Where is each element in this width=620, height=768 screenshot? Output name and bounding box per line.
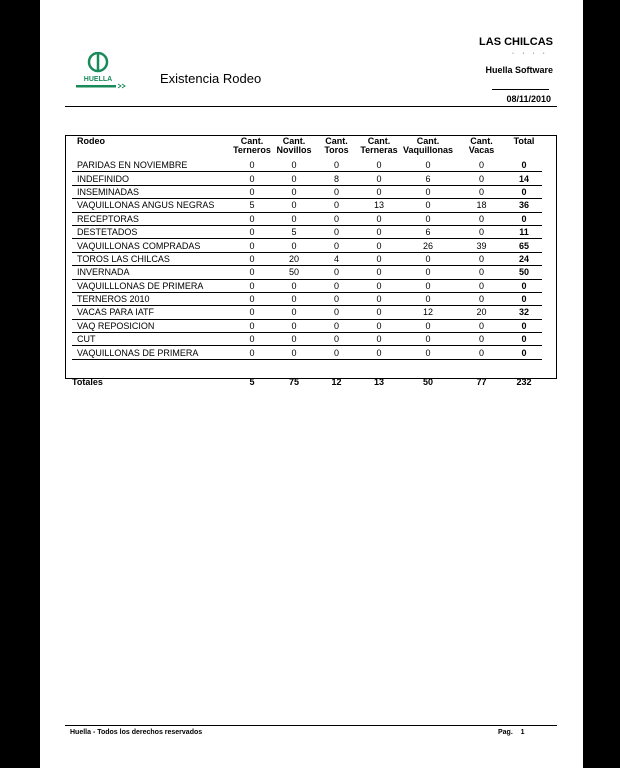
count-cell: 0 — [359, 212, 399, 225]
total-cell: 0 — [506, 292, 542, 305]
rodeo-name-cell: RECEPTORAS — [72, 212, 230, 225]
total-cell: 0 — [506, 212, 542, 225]
column-header — [457, 137, 506, 159]
count-cell: 0 — [230, 172, 274, 185]
count-cell: 0 — [457, 279, 506, 292]
count-cell: 0 — [399, 212, 457, 225]
table-row — [72, 346, 542, 359]
table-row — [72, 252, 542, 265]
total-cell: 0 — [506, 346, 542, 359]
table-row — [72, 225, 542, 238]
count-cell: 0 — [230, 185, 274, 198]
column-header-text: Rodeo — [77, 136, 105, 146]
count-cell: 0 — [314, 333, 359, 346]
count-cell: 0 — [274, 172, 314, 185]
count-cell: 0 — [274, 292, 314, 305]
header-divider — [65, 106, 557, 107]
total-cell: 0 — [506, 319, 542, 332]
total-cell: 0 — [506, 279, 542, 292]
huella-logo — [68, 52, 128, 92]
count-cell: 26 — [399, 239, 457, 252]
column-header-text: Terneras — [360, 145, 398, 155]
totals-cell: 13 — [373, 376, 384, 387]
rodeo-name-cell: INDEFINIDO — [72, 172, 230, 185]
count-cell: 0 — [274, 159, 314, 172]
count-cell: 0 — [230, 292, 274, 305]
column-header — [274, 137, 314, 159]
count-cell: 0 — [359, 266, 399, 279]
count-cell: 0 — [399, 346, 457, 359]
count-cell: 0 — [274, 319, 314, 332]
count-cell: 0 — [359, 252, 399, 265]
report-title: Existencia Rodeo — [160, 71, 262, 86]
table-row — [72, 239, 542, 252]
report-date: 08/11/2010 — [506, 94, 551, 104]
total-cell: 0 — [506, 333, 542, 346]
totals-cell: 50 — [422, 376, 433, 387]
count-cell: 0 — [457, 212, 506, 225]
count-cell: 0 — [274, 333, 314, 346]
count-cell: 0 — [230, 279, 274, 292]
column-header-text: Terneros — [233, 145, 271, 155]
count-cell: 0 — [314, 212, 359, 225]
rodeo-name-cell: DESTETADOS — [72, 225, 230, 238]
report-page — [40, 0, 583, 768]
table-row — [72, 212, 542, 225]
column-header — [314, 137, 359, 159]
count-cell: 20 — [274, 252, 314, 265]
count-cell: 0 — [399, 159, 457, 172]
column-header-text: Total — [513, 136, 535, 146]
count-cell: 8 — [314, 172, 359, 185]
column-header-text: Cant. — [416, 136, 440, 146]
totals-cell: 232 — [516, 376, 532, 387]
footer-divider — [65, 725, 557, 726]
rodeo-name-cell: CUT — [72, 333, 230, 346]
footer-copyright: Huella - Todos los derechos reservados — [70, 729, 203, 736]
column-header-text: Cant. — [240, 136, 264, 146]
count-cell: 0 — [314, 279, 359, 292]
count-cell: 0 — [457, 266, 506, 279]
column-header-text: Toros — [324, 145, 349, 155]
count-cell: 5 — [230, 199, 274, 212]
rodeo-name-cell: VAQUILLLONAS DE PRIMERA — [72, 279, 230, 292]
table-row — [72, 292, 542, 305]
count-cell: 0 — [359, 185, 399, 198]
count-cell: 0 — [230, 252, 274, 265]
total-cell: 65 — [506, 239, 542, 252]
page-label: Pag. — [498, 729, 513, 736]
count-cell: 0 — [314, 239, 359, 252]
count-cell: 0 — [359, 279, 399, 292]
table-row — [72, 172, 542, 185]
totals-row — [72, 359, 542, 394]
count-cell: 0 — [399, 185, 457, 198]
count-cell: 0 — [314, 185, 359, 198]
table-header-row — [72, 137, 542, 159]
count-cell: 0 — [274, 346, 314, 359]
count-cell: 0 — [230, 333, 274, 346]
software-name: Huella Software — [485, 65, 553, 75]
rodeo-name-cell: VAQUILLONAS DE PRIMERA — [72, 346, 230, 359]
total-cell: 11 — [506, 225, 542, 238]
page-number: 1 — [520, 729, 525, 736]
count-cell: 0 — [230, 266, 274, 279]
count-cell: 12 — [399, 306, 457, 319]
count-cell: 39 — [457, 239, 506, 252]
totals-cell: 75 — [288, 376, 299, 387]
table-row — [72, 333, 542, 346]
count-cell: 0 — [274, 199, 314, 212]
count-cell: 13 — [359, 199, 399, 212]
count-cell: 0 — [457, 225, 506, 238]
count-cell: 0 — [230, 225, 274, 238]
totals-cell: 5 — [249, 376, 255, 387]
column-header-text: Cant. — [367, 136, 391, 146]
rodeo-name-cell: TOROS LAS CHILCAS — [72, 252, 230, 265]
count-cell: 0 — [359, 225, 399, 238]
table-row — [72, 266, 542, 279]
count-cell: 0 — [457, 333, 506, 346]
rodeo-name-cell: VAQUILLONAS ANGUS NEGRAS — [72, 199, 230, 212]
count-cell: 0 — [314, 292, 359, 305]
count-cell: 0 — [314, 225, 359, 238]
total-cell: 50 — [506, 266, 542, 279]
count-cell: 0 — [399, 266, 457, 279]
count-cell: 0 — [457, 185, 506, 198]
rodeo-name-cell: VAQUILLONAS COMPRADAS — [72, 239, 230, 252]
count-cell: 0 — [457, 252, 506, 265]
column-header-text: Novillos — [276, 145, 312, 155]
count-cell: 0 — [399, 333, 457, 346]
column-header — [359, 137, 399, 159]
count-cell: 0 — [230, 212, 274, 225]
column-header-text: Vacas — [468, 145, 495, 155]
count-cell: 4 — [314, 252, 359, 265]
count-cell: 18 — [457, 199, 506, 212]
count-cell: 5 — [274, 225, 314, 238]
totals-cell: 12 — [331, 376, 342, 387]
count-cell: 0 — [399, 319, 457, 332]
count-cell: 0 — [274, 279, 314, 292]
rodeo-name-cell: INVERNADA — [72, 266, 230, 279]
count-cell: 0 — [399, 199, 457, 212]
column-header-text: Vaquillonas — [402, 145, 453, 155]
column-header-text: Cant. — [282, 136, 306, 146]
count-cell: 0 — [399, 279, 457, 292]
count-cell: 0 — [359, 346, 399, 359]
count-cell: 0 — [359, 159, 399, 172]
rodeo-name-cell: VACAS PARA IATF — [72, 306, 230, 319]
count-cell: 0 — [457, 159, 506, 172]
count-cell: 0 — [230, 346, 274, 359]
total-cell: 0 — [506, 185, 542, 198]
count-cell: 0 — [359, 239, 399, 252]
count-cell: 0 — [274, 212, 314, 225]
count-cell: 0 — [399, 292, 457, 305]
count-cell: 0 — [314, 199, 359, 212]
column-header — [399, 137, 457, 159]
date-rule — [492, 89, 549, 90]
count-cell: 0 — [274, 306, 314, 319]
table-row — [72, 159, 542, 172]
count-cell: 0 — [314, 266, 359, 279]
table-row — [72, 185, 542, 198]
count-cell: 0 — [359, 306, 399, 319]
count-cell: 0 — [230, 239, 274, 252]
count-cell: 0 — [274, 185, 314, 198]
table-row — [72, 199, 542, 212]
count-cell: 0 — [274, 239, 314, 252]
footer-page — [498, 729, 524, 736]
total-cell: 0 — [506, 159, 542, 172]
count-cell: 0 — [457, 292, 506, 305]
count-cell: 6 — [399, 225, 457, 238]
total-cell: 32 — [506, 306, 542, 319]
totals-label: Totales — [72, 376, 103, 387]
count-cell: 0 — [359, 333, 399, 346]
count-cell: 0 — [314, 306, 359, 319]
count-cell: 0 — [359, 292, 399, 305]
column-header-text: Cant. — [325, 136, 348, 146]
count-cell: 0 — [230, 159, 274, 172]
rodeo-name-cell: TERNEROS 2010 — [72, 292, 230, 305]
count-cell: 20 — [457, 306, 506, 319]
rodeo-name-cell: INSEMINADAS — [72, 185, 230, 198]
rodeo-table-box — [65, 135, 557, 387]
rodeo-name-cell: PARIDAS EN NOVIEMBRE — [72, 159, 230, 172]
logo-text: HUELLA — [83, 76, 113, 83]
column-header — [506, 137, 542, 159]
count-cell: 50 — [274, 266, 314, 279]
total-cell: 24 — [506, 252, 542, 265]
count-cell: 0 — [457, 346, 506, 359]
column-header-text: Cant. — [470, 136, 493, 146]
count-cell: 0 — [359, 172, 399, 185]
count-cell: 0 — [314, 346, 359, 359]
count-cell: 0 — [399, 252, 457, 265]
table-row — [72, 319, 542, 332]
total-cell: 36 — [506, 199, 542, 212]
count-cell: 0 — [230, 306, 274, 319]
rodeo-name-cell: VAQ REPOSICION — [72, 319, 230, 332]
rodeo-table — [72, 137, 542, 394]
table-row — [72, 279, 542, 292]
company-dots: · · · · — [511, 50, 548, 57]
count-cell: 0 — [457, 319, 506, 332]
column-header-rodeo — [72, 137, 230, 159]
count-cell: 0 — [314, 159, 359, 172]
company-name: LAS CHILCAS — [479, 36, 553, 48]
count-cell: 0 — [230, 319, 274, 332]
total-cell: 14 — [506, 172, 542, 185]
count-cell: 6 — [399, 172, 457, 185]
totals-cell: 77 — [476, 376, 487, 387]
column-header — [230, 137, 274, 159]
count-cell: 0 — [457, 172, 506, 185]
count-cell: 0 — [359, 319, 399, 332]
table-row — [72, 306, 542, 319]
count-cell: 0 — [314, 319, 359, 332]
